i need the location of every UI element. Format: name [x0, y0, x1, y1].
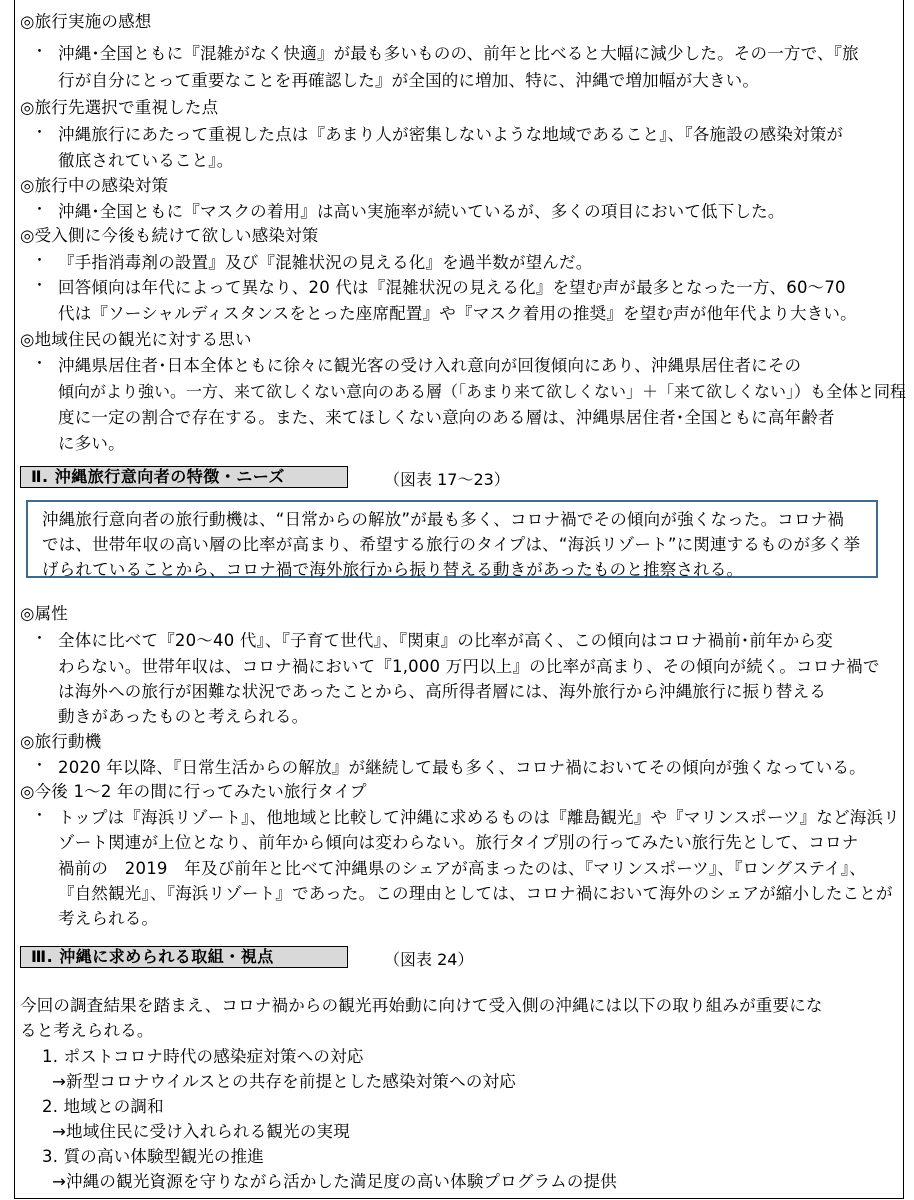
bullet: ・: [32, 200, 48, 218]
text-line: 考えられる。: [58, 909, 159, 928]
summary-line: では、世帯年収の高い層の比率が高まり、希望する旅行のタイプは、“海浜リゾート”に関連するものが多く挙: [42, 535, 861, 554]
text-line: 傾向がより強い。一方、来て欲しくない意向のある層（「あまり来て欲しくない」＋「来て欲しくない」）も全体と同程: [58, 382, 907, 401]
text-line: 沖縄･全国ともに『マスクの着用』は高い実施率が続いているが、多くの項目において低下した。: [58, 202, 785, 221]
summary-line: げられていることから、コロナ禍で海外旅行から振り替える動きがあったものと推察される。: [42, 560, 744, 579]
text-line: ゾート関連が上位となり、前年から傾向は変わらない。旅行タイプ別の行ってみたい旅行先として、コロナ: [58, 833, 859, 852]
heading-destination-priorities: ◎旅行先選択で重視した点: [20, 98, 219, 117]
section-heading-bar: [20, 946, 348, 968]
text-line: は海外への旅行が困難な状況であったことから、高所得者層には、海外旅行から沖縄旅行に振り替える: [58, 682, 827, 701]
intro-line: 今回の調査結果を踏まえ、コロナ禍からの観光再始動に向けて受入側の沖縄には以下の取り組みが重要にな: [20, 996, 823, 1015]
bullet: ・: [32, 276, 48, 294]
text-line: 禍前の 2019 年及び前年と比べて沖縄県のシェアが高まったのは、『マリンスポーツ』、『ロングステイ』、: [58, 859, 866, 878]
heading-resident-sentiment: ◎地域住民の観光に対する思い: [20, 330, 252, 349]
text-line: 動きがあったものと考えられる。: [58, 707, 309, 726]
heading-infection-measures: ◎旅行中の感染対策: [20, 176, 169, 195]
figure-reference: （図表 24）: [384, 950, 474, 969]
text-line: 全体に比べて『20～40 代』、『子育て世代』、『関東』の比率が高く、この傾向はコロナ禍前･前年から変: [58, 631, 833, 650]
text-line: 代は『ソーシャルディスタンスをとった座席配置』や『マスク着用の推奨』を望む声が他年代より大きい。: [58, 304, 857, 323]
bullet: ・: [32, 354, 48, 372]
figure-reference: （図表 17～23）: [384, 470, 510, 489]
text-line: わらない。世帯年収は、コロナ禍において『1,000 万円以上』の比率が高まり、その傾向が続く。コロナ禍で: [58, 657, 880, 676]
bullet: ・: [32, 756, 48, 774]
item-detail: →新型コロナウイルスとの共存を前提とした感染対策への対応: [52, 1072, 516, 1091]
text-line: 行が自分にとって重要なことを再確認した』が全国的に増加、特に、沖縄で増加幅が大きい。: [58, 71, 760, 90]
bullet: ・: [32, 806, 48, 824]
text-line: 2020 年以降、『日常生活からの解放』が継続して最も多く、コロナ禍においてその傾向が強くなっている。: [58, 758, 866, 777]
text-line: 沖縄旅行にあたって重視した点は『あまり人が密集しないような地域であること』、『各施設の感染対策が: [58, 125, 844, 144]
bullet: ・: [32, 251, 48, 269]
heading-desired-travel-type: ◎今後 1～2 年の間に行ってみたい旅行タイプ: [20, 782, 367, 801]
heading-requested-measures: ◎受入側に今後も続けて欲しい感染対策: [20, 226, 319, 245]
text-line: 『自然観光』、『海浜リゾート』であった。この理由としては、コロナ禍において海外のシェアが縮小したことが: [58, 884, 893, 903]
text-line: 回答傾向は年代によって異なり、20 代は『混雑状況の見える化』を望む声が最多となった一方、60～70: [58, 278, 846, 297]
section-title: Ⅱ. 沖縄旅行意向者の特徴・ニーズ: [31, 467, 285, 486]
heading-attributes: ◎属性: [20, 604, 68, 623]
bullet: ・: [32, 42, 48, 60]
heading-travel-motivation: ◎旅行動機: [20, 732, 102, 751]
item-detail: →地域住民に受け入れられる観光の実現: [52, 1122, 350, 1141]
item-title: 2. 地域との調和: [42, 1097, 164, 1116]
bullet: ・: [32, 629, 48, 647]
summary-line: 沖縄旅行意向者の旅行動機は、“日常からの解放”が最も多く、コロナ禍でその傾向が強くなった。コロナ禍: [42, 510, 845, 529]
section-title: Ⅲ. 沖縄に求められる取組・視点: [31, 947, 274, 966]
heading-travel-impressions: ◎旅行実施の感想: [20, 12, 152, 31]
text-line: 『手指消毒剤の設置』及び『混雑状況の見える化』を過半数が望んだ。: [58, 253, 593, 272]
bullet: ・: [32, 123, 48, 141]
item-detail: →沖縄の観光資源を守りながら活かした満足度の高い体験プログラムの提供: [52, 1172, 617, 1191]
text-line: トップは『海浜リゾート』、他地域と比較して沖縄に求めるものは『離島観光』や『マリンスポーツ』など海浜リ: [58, 808, 900, 827]
item-title: 3. 質の高い体験型観光の推進: [42, 1147, 264, 1166]
text-line: 沖縄･全国ともに『混雑がなく快適』が最も多いものの、前年と比べると大幅に減少した。その一方で、『旅: [58, 44, 859, 63]
text-line: 徹底されていること』。: [58, 151, 234, 170]
item-title: 1. ポストコロナ時代の感染症対策への対応: [42, 1047, 364, 1066]
intro-line: ると考えられる。: [20, 1021, 154, 1040]
text-line: に多い。: [58, 434, 125, 453]
section-heading-bar: [20, 466, 348, 488]
text-line: 沖縄県居住者･日本全体ともに徐々に観光客の受け入れ意向が回復傾向にあり、沖縄県居住者にその: [58, 356, 802, 375]
text-line: 度に一定の割合で存在する。また、来てほしくない意向のある層は、沖縄県居住者･全国ともに高年齢者: [58, 408, 835, 427]
